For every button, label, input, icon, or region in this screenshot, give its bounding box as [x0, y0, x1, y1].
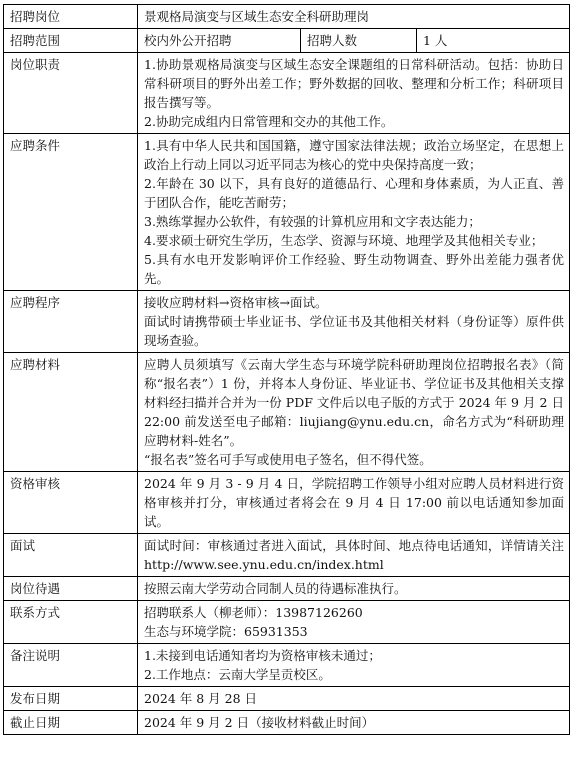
label-contact: 联系方式: [4, 601, 138, 644]
duty-line: 1.协助景观格局演变与区域生态安全课题组的日常科研活动。包括：协助日常科研项目的野外出差工作；野外数据的回收、整理和分析工作；科研项目报告撰写等。: [144, 57, 564, 110]
row-duties: [4, 53, 570, 134]
value-procedure: [138, 291, 570, 353]
label-publish: 发布日期: [4, 687, 138, 711]
materials-line: “报名表”签名可手写或使用电子签名，但不得代签。: [144, 452, 432, 467]
label-deadline: 截止日期: [4, 711, 138, 735]
label-benefits: 岗位待遇: [4, 577, 138, 601]
row-deadline: [4, 711, 570, 735]
recruitment-table: [3, 4, 570, 735]
procedure-line: 接收应聘材料→资格审核→面试。: [144, 295, 328, 310]
row-notes: [4, 644, 570, 687]
requirement-line: 4.要求硕士研究生学历，生态学、资源与环境、地理学及其他相关专业；: [144, 233, 544, 248]
value-deadline: 2024 年 9 月 2 日（接收材料截止时间）: [138, 711, 570, 735]
value-benefits: 按照云南大学劳动合同制人员的待遇标准执行。: [138, 577, 570, 601]
row-position: [4, 5, 570, 29]
contact-line: 生态与环境学院：65931353: [144, 624, 308, 639]
row-scope: [4, 29, 570, 53]
procedure-line: 面试时请携带硕士毕业证书、学位证书及其他相关材料（身份证等）原件供现场查验。: [144, 314, 564, 348]
label-position: 招聘岗位: [4, 5, 138, 29]
label-requirements: 应聘条件: [4, 134, 138, 291]
row-procedure: [4, 291, 570, 353]
label-procedure: 应聘程序: [4, 291, 138, 353]
duty-line: 2.协助完成组内日常管理和交办的其他工作。: [144, 114, 394, 129]
value-duties: [138, 53, 570, 134]
label-materials: 应聘材料: [4, 353, 138, 472]
value-publish: 2024 年 8 月 28 日: [138, 687, 570, 711]
row-review: [4, 472, 570, 534]
label-interview: 面试: [4, 534, 138, 577]
review-line: 2024 年 9 月 3 - 9 月 4 日，学院招聘工作领导小组对应聘人员材料进行资格审核并打分，审核通过者将会在 9 月 4 日 17:00 前以电话通知参加面试。: [144, 476, 564, 529]
value-notes: [138, 644, 570, 687]
materials-line: 应聘人员须填写《云南大学生态与环境学院科研助理岗位招聘报名表》（简称“报名表”）1 份，并将本人身份证、毕业证书、学位证书及其他相关支撑材料经扫描并合并为一份 PDF 文件后以电子版的方式于 2024 年 9 月 2 日 22:00 前发送至电子邮箱：liujiang@ynu.edu.cn，命名方式为“科研助理应聘材料-姓名”。: [144, 357, 564, 448]
row-contact: [4, 601, 570, 644]
note-line: 1.未接到电话通知者均为资格审核未通过；: [144, 648, 381, 663]
row-materials: [4, 353, 570, 472]
row-publish: [4, 687, 570, 711]
label-headcount: 招聘人数: [301, 29, 417, 53]
row-interview: [4, 534, 570, 577]
row-requirements: [4, 134, 570, 291]
note-line: 2.工作地点：云南大学呈贡校区。: [144, 667, 331, 682]
label-duties: 岗位职责: [4, 53, 138, 134]
requirement-line: 3.熟练掌握办公软件，有较强的计算机应用和文字表达能力；: [144, 214, 481, 229]
requirement-line: 2.年龄在 30 以下，具有良好的道德品行、心理和身体素质，为人正直、善于团队合作，能吃苦耐劳；: [144, 176, 564, 210]
label-scope: 招聘范围: [4, 29, 138, 53]
label-notes: 备注说明: [4, 644, 138, 687]
contact-line: 招聘联系人（柳老师）：13987126260: [144, 605, 363, 620]
row-benefits: [4, 577, 570, 601]
value-position: 景观格局演变与区域生态安全科研助理岗: [138, 5, 570, 29]
value-requirements: [138, 134, 570, 291]
value-scope: 校内外公开招聘: [138, 29, 301, 53]
requirement-line: 1.具有中华人民共和国国籍，遵守国家法律法规；政治立场坚定，在思想上政治上行动上同以习近平同志为核心的党中央保持高度一致；: [144, 138, 564, 172]
value-contact: [138, 601, 570, 644]
label-review: 资格审核: [4, 472, 138, 534]
requirement-line: 5.具有水电开发影响评价工作经验、野生动物调查、野外出差能力强者优先。: [144, 252, 564, 286]
interview-line: 面试时间：审核通过者进入面试，具体时间、地点待电话通知，详情请关注 http://www.see.ynu.edu.cn/index.html: [144, 538, 564, 572]
value-interview: [138, 534, 570, 577]
value-materials: [138, 353, 570, 472]
value-headcount: 1 人: [417, 29, 570, 53]
value-review: [138, 472, 570, 534]
